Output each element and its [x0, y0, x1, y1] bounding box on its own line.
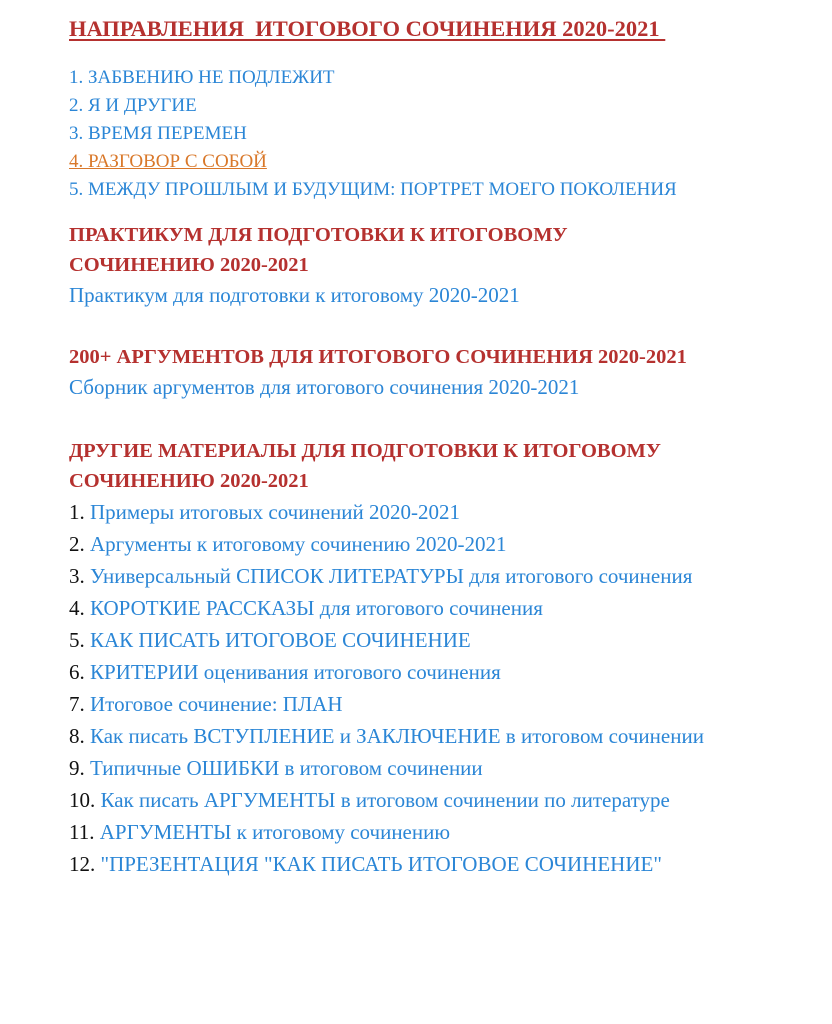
item-number: 7. — [69, 692, 90, 716]
list-item — [69, 784, 784, 816]
other-materials-heading: ДРУГИЕ МАТЕРИАЛЫ ДЛЯ ПОДГОТОВКИ К ИТОГОВОМУ СОЧИНЕНИЮ 2020-2021 — [69, 440, 661, 492]
item-link[interactable]: Аргументы к итоговому сочинению 2020-2021 — [90, 532, 507, 556]
item-number: 9. — [69, 756, 90, 780]
direction-link-4[interactable]: 4. РАЗГОВОР С СОБОЙ — [69, 151, 267, 172]
item-number: 11. — [69, 820, 100, 844]
item-link[interactable]: КОРОТКИЕ РАССКАЗЫ для итогового сочинения — [90, 596, 543, 620]
list-item — [69, 816, 784, 848]
item-link[interactable]: "ПРЕЗЕНТАЦИЯ "КАК ПИСАТЬ ИТОГОВОЕ СОЧИНЕНИЕ" — [100, 852, 662, 876]
item-number: 6. — [69, 660, 90, 684]
list-item — [69, 752, 784, 784]
list-item — [69, 720, 719, 752]
item-link[interactable]: АРГУМЕНТЫ к итоговому сочинению — [99, 820, 451, 844]
direction-link-2[interactable]: 2. Я И ДРУГИЕ — [69, 95, 197, 116]
directions-list — [69, 64, 809, 204]
list-item — [69, 688, 784, 720]
practicum-heading: ПРАКТИКУМ ДЛЯ ПОДГОТОВКИ К ИТОГОВОМУ СОЧИНЕНИЮ 2020-2021 — [69, 224, 568, 276]
item-number: 3. — [69, 564, 90, 588]
item-link[interactable]: Примеры итоговых сочинений 2020-2021 — [90, 500, 460, 524]
arguments-heading: 200+ АРГУМЕНТОВ ДЛЯ ИТОГОВОГО СОЧИНЕНИЯ 2020-2021 — [69, 346, 687, 368]
item-link[interactable]: Как писать ВСТУПЛЕНИЕ и ЗАКЛЮЧЕНИЕ в итоговом сочинении — [90, 724, 704, 748]
direction-link-5[interactable]: 5. МЕЖДУ ПРОШЛЫМ И БУДУЩИМ: ПОРТРЕТ МОЕГО ПОКОЛЕНИЯ — [69, 179, 677, 200]
item-link[interactable]: КАК ПИСАТЬ ИТОГОВОЕ СОЧИНЕНИЕ — [90, 628, 471, 652]
item-number: 10. — [69, 788, 101, 812]
list-item — [69, 560, 709, 592]
item-link[interactable]: Типичные ОШИБКИ в итоговом сочинении — [90, 756, 483, 780]
item-number: 1. — [69, 500, 90, 524]
item-number: 8. — [69, 724, 90, 748]
item-number: 5. — [69, 628, 90, 652]
list-item — [69, 592, 784, 624]
list-item — [69, 496, 784, 528]
list-item — [69, 528, 784, 560]
list-item — [69, 848, 784, 880]
item-link[interactable]: Итоговое сочинение: ПЛАН — [90, 692, 343, 716]
list-item — [69, 656, 784, 688]
direction-link-3[interactable]: 3. ВРЕМЯ ПЕРЕМЕН — [69, 123, 247, 144]
item-link[interactable]: КРИТЕРИИ оценивания итогового сочинения — [90, 660, 501, 684]
item-number: 12. — [69, 852, 101, 876]
document-page — [69, 14, 809, 880]
item-link[interactable]: Как писать АРГУМЕНТЫ в итоговом сочинении по литературе — [100, 788, 670, 812]
practicum-link[interactable]: Практикум для подготовки к итоговому 2020-2021 — [69, 283, 520, 307]
other-materials-list — [69, 496, 784, 880]
item-link[interactable]: Универсальный СПИСОК ЛИТЕРАТУРЫ для итогового сочинения — [90, 564, 693, 588]
page-title: НАПРАВЛЕНИЯ ИТОГОВОГО СОЧИНЕНИЯ 2020-2021 — [69, 16, 666, 41]
list-item — [69, 624, 784, 656]
item-number: 2. — [69, 532, 90, 556]
direction-link-1[interactable]: 1. ЗАБВЕНИЮ НЕ ПОДЛЕЖИТ — [69, 67, 335, 88]
arguments-link[interactable]: Сборник аргументов для итогового сочинения 2020-2021 — [69, 375, 580, 399]
item-number: 4. — [69, 596, 90, 620]
